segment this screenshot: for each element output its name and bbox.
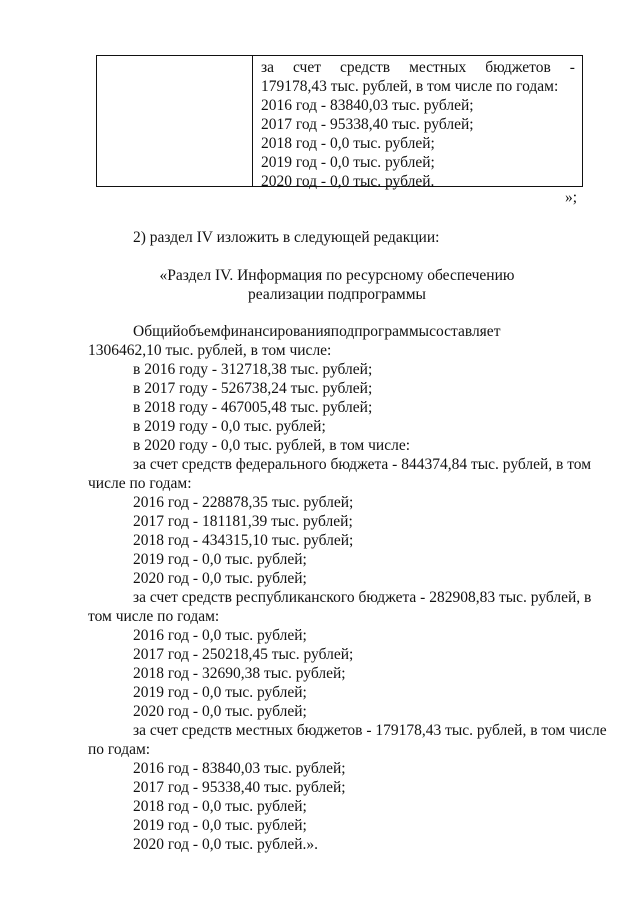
table-line-1-word: местных bbox=[409, 59, 467, 76]
table-line-1-text bbox=[261, 58, 575, 77]
republic-year-2020: 2020 год - 0,0 тыс. рублей; bbox=[133, 703, 307, 720]
total-year-2020: в 2020 году - 0,0 тыс. рублей, в том числе: bbox=[133, 437, 411, 454]
federal-year-2016: 2016 год - 228878,35 тыс. рублей; bbox=[133, 494, 354, 511]
federal-paragraph bbox=[88, 455, 592, 588]
table-line-1-word: счет bbox=[292, 59, 321, 76]
total-line-1 bbox=[88, 322, 586, 341]
table-line-1-word: средств bbox=[339, 59, 391, 76]
total-year-2017: в 2017 году - 526738,24 тыс. рублей; bbox=[133, 380, 373, 397]
federal-year-2017: 2017 год - 181181,39 тыс. рублей; bbox=[133, 513, 353, 530]
republic-year-2016: 2016 год - 0,0 тыс. рублей; bbox=[133, 627, 307, 644]
table-line-1 bbox=[261, 58, 575, 77]
table-line-1-word: за bbox=[261, 59, 275, 76]
total-line-1-word: Общий bbox=[133, 323, 181, 340]
table-line-4: 2017 год - 95338,40 тыс. рублей; bbox=[261, 116, 474, 133]
table-line-5: 2018 год - 0,0 тыс. рублей; bbox=[261, 135, 435, 152]
local-line-2: по годам: bbox=[88, 741, 151, 758]
total-line-1-word: подпрограммы bbox=[330, 323, 430, 340]
table-line-3: 2016 год - 83840,03 тыс. рублей; bbox=[261, 97, 474, 114]
total-line-2: 1306462,10 тыс. рублей, в том числе: bbox=[88, 342, 332, 359]
republic-year-2019: 2019 год - 0,0 тыс. рублей; bbox=[133, 684, 307, 701]
table-line-2: 179178,43 тыс. рублей, в том числе по годам: bbox=[261, 78, 559, 95]
item-2-text: 2) раздел IV изложить в следующей редакции: bbox=[133, 229, 440, 246]
local-paragraph bbox=[88, 721, 607, 854]
table-line-6: 2019 год - 0,0 тыс. рублей; bbox=[261, 154, 435, 171]
total-year-2018: в 2018 году - 467005,48 тыс. рублей; bbox=[133, 399, 373, 416]
local-year-2018: 2018 год - 0,0 тыс. рублей; bbox=[133, 798, 307, 815]
table-line-7: 2020 год - 0,0 тыс. рублей. bbox=[261, 173, 435, 190]
local-year-2016: 2016 год - 83840,03 тыс. рублей; bbox=[133, 760, 346, 777]
republic-line-2: том числе по годам: bbox=[88, 608, 220, 625]
table-column-divider bbox=[252, 56, 253, 186]
local-year-2020: 2020 год - 0,0 тыс. рублей.». bbox=[133, 836, 319, 853]
total-line-1-word: объем bbox=[180, 323, 221, 340]
republic-line-1: за счет средств республиканского бюджета - 282908,83 тыс. рублей, в bbox=[133, 589, 592, 606]
table-line-1-word: - bbox=[569, 59, 575, 76]
table-line-1-word: бюджетов bbox=[485, 59, 551, 76]
republic-paragraph bbox=[88, 588, 592, 721]
local-line-1: за счет средств местных бюджетов - 179178,43 тыс. рублей, в том числе bbox=[133, 722, 607, 739]
federal-line-2: числе по годам: bbox=[88, 475, 192, 492]
total-year-2016: в 2016 году - 312718,38 тыс. рублей; bbox=[133, 361, 373, 378]
republic-year-2017: 2017 год - 250218,45 тыс. рублей; bbox=[133, 646, 354, 663]
federal-line-1: за счет средств федерального бюджета - 844374,84 тыс. рублей, в том bbox=[133, 456, 592, 473]
federal-year-2018: 2018 год - 434315,10 тыс. рублей; bbox=[133, 532, 354, 549]
table-right-cell bbox=[261, 58, 575, 191]
total-line-1-word: составляет bbox=[429, 323, 501, 340]
funding-table bbox=[96, 55, 583, 190]
local-year-2019: 2019 год - 0,0 тыс. рублей; bbox=[133, 817, 307, 834]
section-heading-line-1: «Раздел IV. Информация по ресурсному обеспечению bbox=[159, 267, 515, 284]
republic-year-2018: 2018 год - 32690,38 тыс. рублей; bbox=[133, 665, 346, 682]
federal-year-2019: 2019 год - 0,0 тыс. рублей; bbox=[133, 551, 307, 568]
total-line-1-word: финансирования bbox=[220, 323, 331, 340]
closing-quote: »; bbox=[565, 189, 578, 206]
section-heading-line-2: реализации подпрограммы bbox=[248, 286, 426, 303]
federal-year-2020: 2020 год - 0,0 тыс. рублей; bbox=[133, 570, 307, 587]
local-year-2017: 2017 год - 95338,40 тыс. рублей; bbox=[133, 779, 346, 796]
total-paragraph bbox=[88, 322, 586, 455]
total-year-2019: в 2019 году - 0,0 тыс. рублей; bbox=[133, 418, 326, 435]
